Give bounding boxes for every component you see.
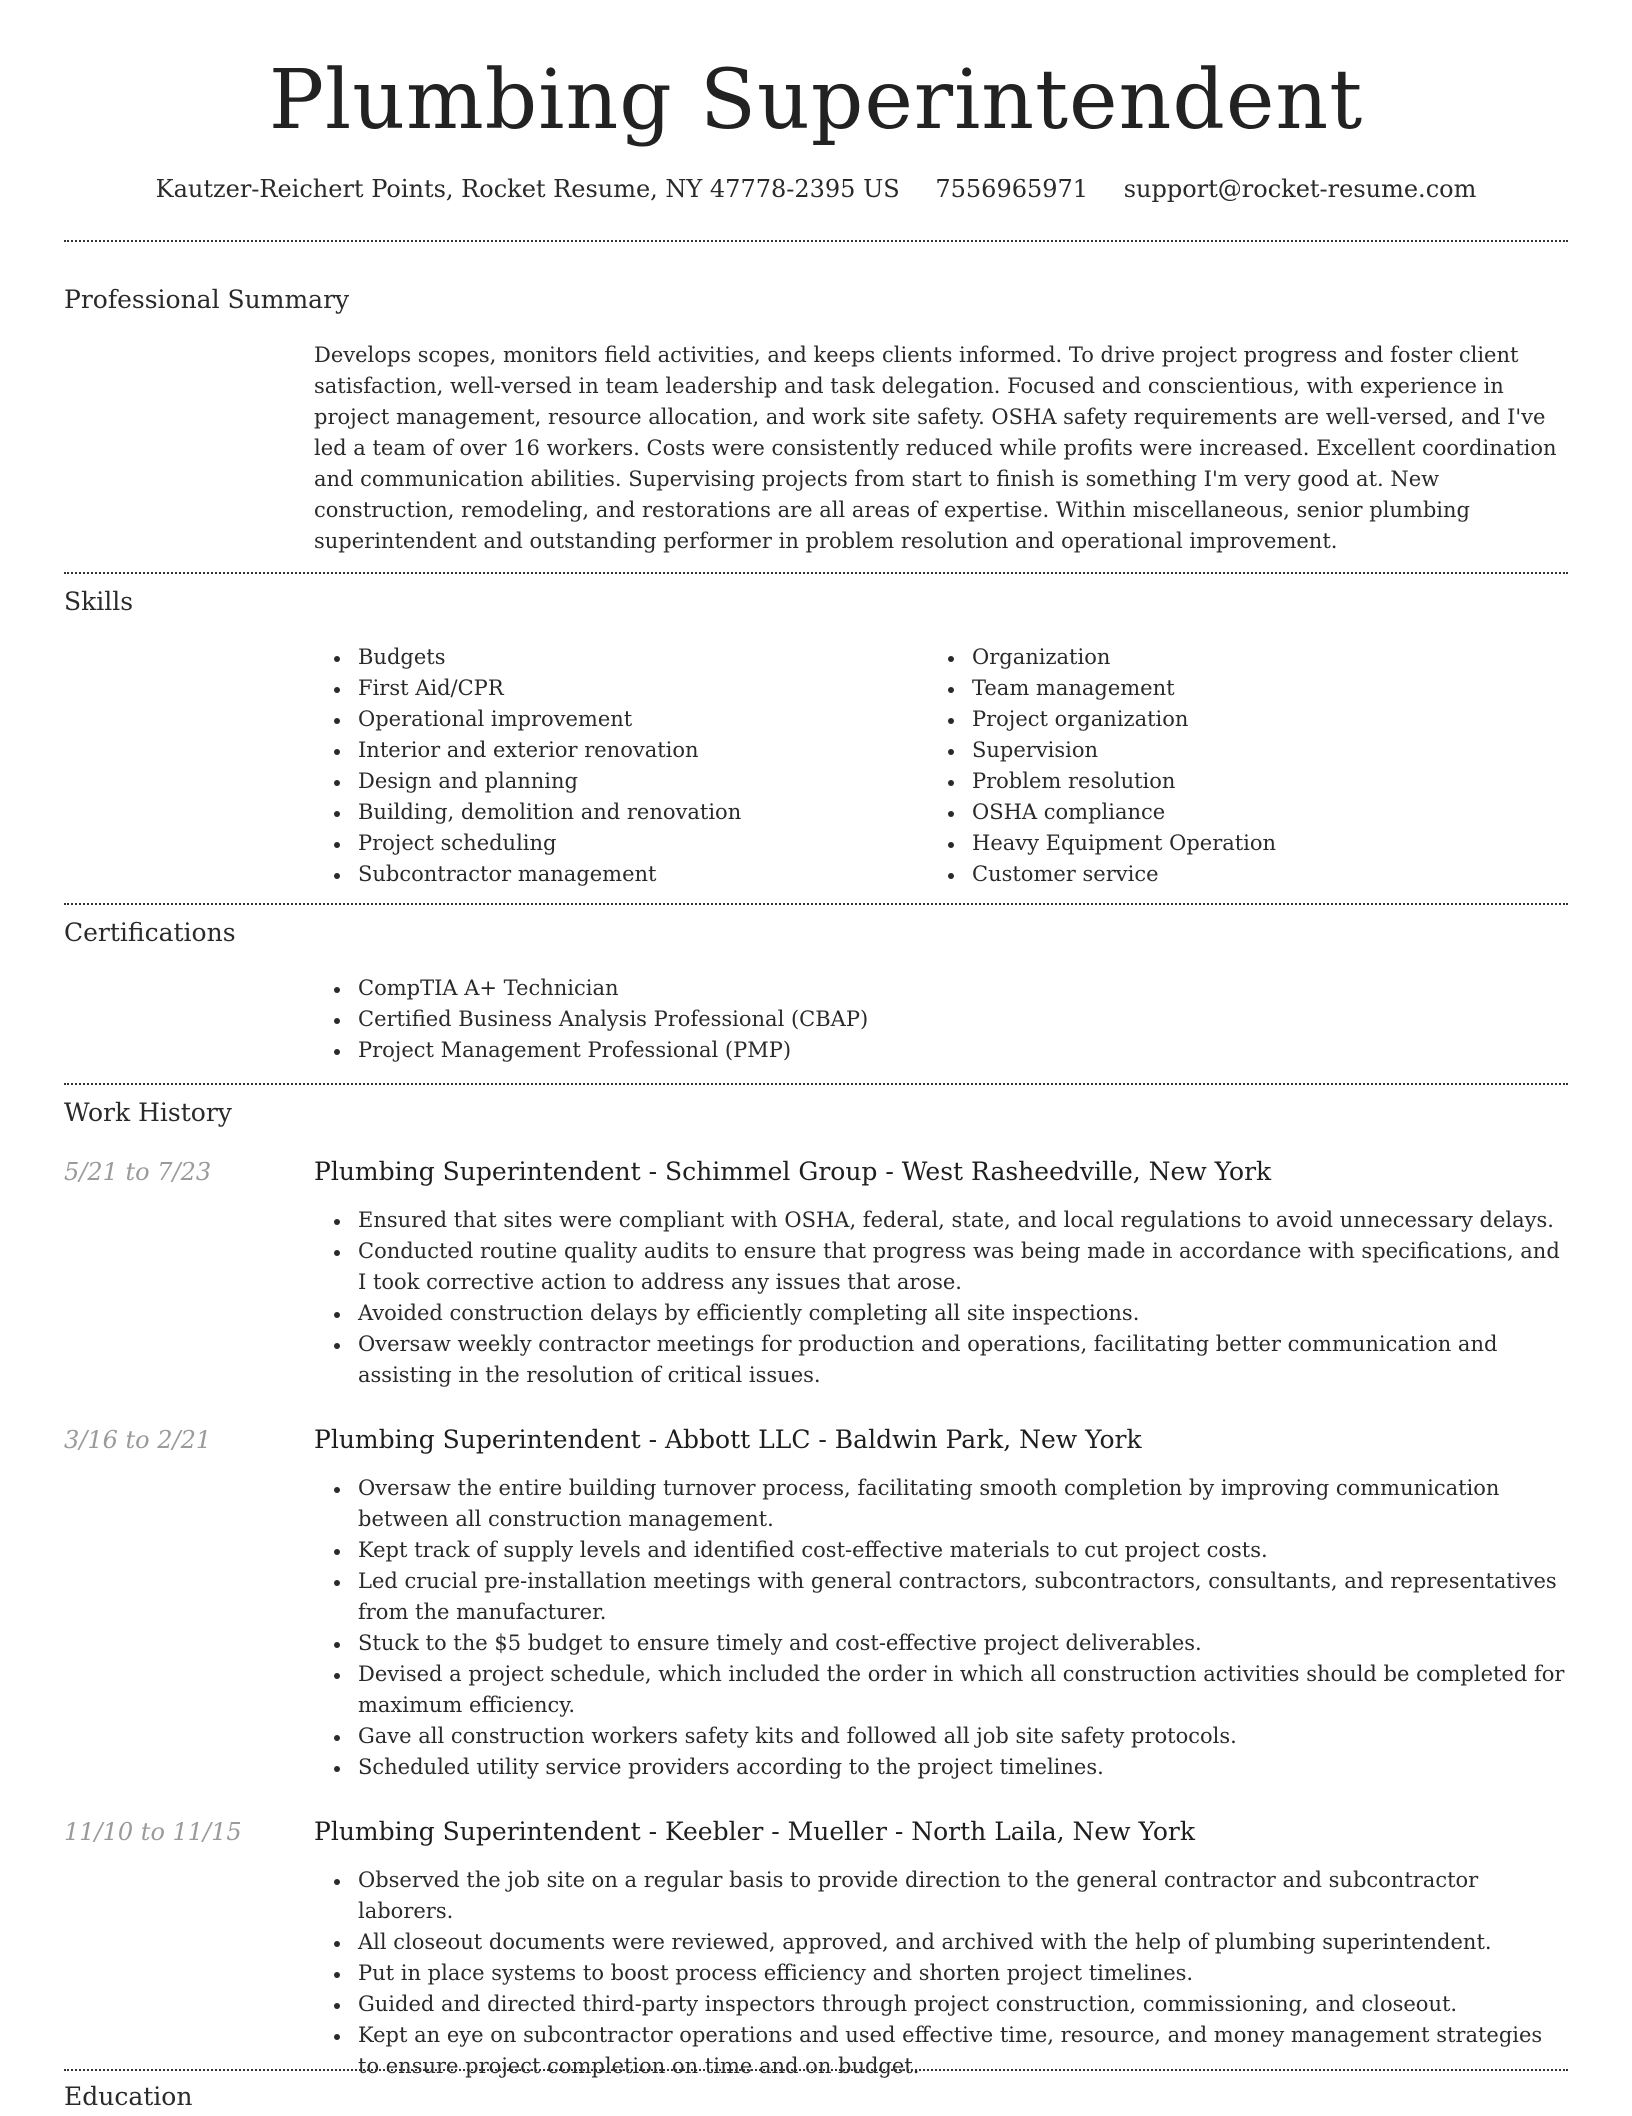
section-heading-work-history: Work History (64, 1098, 232, 1127)
section-heading-certifications: Certifications (64, 918, 236, 947)
skills-list-right (928, 642, 1488, 890)
job-bullet: Scheduled utility service providers according to the project timelines. (314, 1752, 1568, 1783)
job-bullet: Oversaw weekly contractor meetings for production and operations, facilitating better communication and assisting in the resolution of critical issues. (314, 1329, 1568, 1391)
contact-line (0, 170, 1632, 208)
skill-item: Heavy Equipment Operation (928, 828, 1488, 859)
job-bullet: Oversaw the entire building turnover process, facilitating smooth completion by improving communication between all construction management. (314, 1473, 1568, 1535)
phone: 7556965971 (935, 175, 1089, 203)
summary-text: Develops scopes, monitors field activities, and keeps clients informed. To drive project progress and foster client satisfaction, well-versed in team leadership and task delegation. Focused and conscientious, with experience in project management, resource allocation, and work site safety. OSHA safety requirements are well-versed, and I've led a team of over 16 workers. Costs were consistently reduced while profits were increased. Excellent coordination and communication abilities. Supervising projects from start to finish is something I'm very good at. New construction, remodeling, and restorations are all areas of expertise. Within miscellaneous, senior plumbing superintendent and outstanding performer in problem resolution and operational improvement. (314, 343, 1557, 553)
job-bullets (314, 1473, 1568, 1783)
summary-body (314, 340, 1568, 557)
certification-item: Certified Business Analysis Professional (CBAP) (314, 1004, 1568, 1035)
divider (64, 572, 1568, 574)
skill-item: Interior and exterior renovation (314, 735, 874, 766)
section-heading-summary: Professional Summary (64, 285, 350, 314)
job-bullet: Put in place systems to boost process efficiency and shorten project timelines. (314, 1958, 1568, 1989)
skill-item: Budgets (314, 642, 874, 673)
certifications-list (314, 973, 1568, 1066)
job-bullet: Devised a project schedule, which included the order in which all construction activities should be completed for maximum efficiency. (314, 1659, 1568, 1721)
skill-item: Operational improvement (314, 704, 874, 735)
skills-list-left (314, 642, 874, 890)
job-dates: 3/16 to 2/21 (64, 1426, 212, 1454)
address: Kautzer-Reichert Points, Rocket Resume, NY 47778-2395 US (155, 175, 900, 203)
skill-item: Organization (928, 642, 1488, 673)
divider (64, 903, 1568, 905)
certifications-body (314, 973, 1568, 1066)
job-bullet: Gave all construction workers safety kits and followed all job site safety protocols. (314, 1721, 1568, 1752)
job-title: Plumbing Superintendent - Keebler - Mueller - North Laila, New York (314, 1817, 1195, 1846)
job-bullet: Kept track of supply levels and identified cost-effective materials to cut project costs. (314, 1535, 1568, 1566)
job-bullet: All closeout documents were reviewed, approved, and archived with the help of plumbing superintendent. (314, 1927, 1568, 1958)
skill-item: Customer service (928, 859, 1488, 890)
skill-item: Building, demolition and renovation (314, 797, 874, 828)
job-bullet: Guided and directed third-party inspectors through project construction, commissioning, and closeout. (314, 1989, 1568, 2020)
section-heading-education: Education (64, 2082, 193, 2111)
job-title: Plumbing Superintendent - Schimmel Group - West Rasheedville, New York (314, 1157, 1272, 1186)
job-bullet: Stuck to the $5 budget to ensure timely and cost-effective project deliverables. (314, 1628, 1568, 1659)
skill-item: Team management (928, 673, 1488, 704)
job-bullet: Avoided construction delays by efficiently completing all site inspections. (314, 1298, 1568, 1329)
skill-item: Project organization (928, 704, 1488, 735)
skill-item: First Aid/CPR (314, 673, 874, 704)
certification-item: Project Management Professional (PMP) (314, 1035, 1568, 1066)
job-bullet: Observed the job site on a regular basis to provide direction to the general contractor and subcontractor laborers. (314, 1865, 1568, 1927)
skill-item: Problem resolution (928, 766, 1488, 797)
divider (64, 2069, 1568, 2071)
job-dates: 11/10 to 11/15 (64, 1818, 242, 1846)
divider (64, 240, 1568, 242)
job-bullet: Kept an eye on subcontractor operations and used effective time, resource, and money management strategies to ensure project completion on time and on budget. (314, 2020, 1568, 2082)
job-bullets (314, 1865, 1568, 2082)
divider (64, 1083, 1568, 1085)
job-dates: 5/21 to 7/23 (64, 1158, 212, 1186)
email: support@rocket-resume.com (1123, 175, 1477, 203)
job-bullet: Led crucial pre-installation meetings with general contractors, subcontractors, consultants, and representatives from the manufacturer. (314, 1566, 1568, 1628)
skill-item: Subcontractor management (314, 859, 874, 890)
job-bullet: Conducted routine quality audits to ensure that progress was being made in accordance with specifications, and I took corrective action to address any issues that arose. (314, 1236, 1568, 1298)
certification-item: CompTIA A+ Technician (314, 973, 1568, 1004)
job-title: Plumbing Superintendent - Abbott LLC - Baldwin Park, New York (314, 1425, 1142, 1454)
skill-item: Supervision (928, 735, 1488, 766)
job-bullet: Ensured that sites were compliant with OSHA, federal, state, and local regulations to avoid unnecessary delays. (314, 1205, 1568, 1236)
skill-item: Project scheduling (314, 828, 874, 859)
skills-body (314, 642, 1568, 892)
job-bullets (314, 1205, 1568, 1391)
section-heading-skills: Skills (64, 587, 134, 616)
skill-item: OSHA compliance (928, 797, 1488, 828)
candidate-name: Plumbing Superintendent (268, 53, 1364, 148)
skill-item: Design and planning (314, 766, 874, 797)
